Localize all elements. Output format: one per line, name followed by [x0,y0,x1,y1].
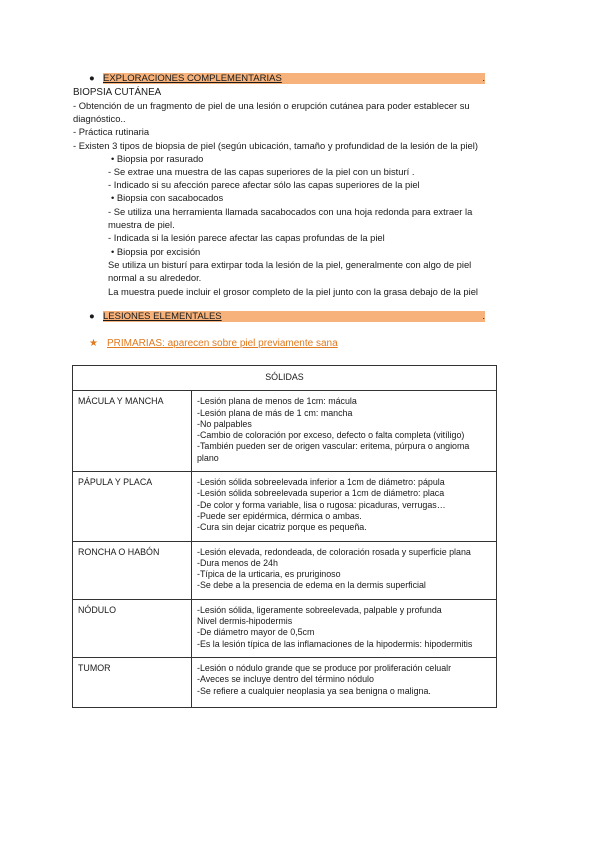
bullet-icon: ● [89,73,95,84]
table-header: SÓLIDAS [73,366,497,391]
row-label: MÁCULA Y MANCHA [73,391,192,472]
row-content: -Lesión elevada, redondeada, de coloración rosada y superficie plana -Dura menos de 24h -Típica de la urticaria, es pruriginoso -Se debe a la presencia de edema en la dermis superficial [192,541,497,599]
biopsia-line-4: - Existen 3 tipos de biopsia de piel (según ubicación, tamaño y profundidad de la lesión de la piel) [73,140,478,151]
row-content: -Lesión plana de menos de 1cm: mácula -Lesión plana de más de 1 cm: mancha -No palpables -Cambio de coloración por exceso, defecto o falta completa (vitíligo) -También pueden ser de origen vascular: eritema, púrpura o angioma plano [192,391,497,472]
row-label: NÓDULO [73,599,192,657]
rasurado-line-1: - Se extrae una muestra de las capas superiores de la piel con un bisturí . [108,166,415,177]
star-icon: ★ [89,338,98,349]
row-label: TUMOR [73,657,192,707]
section-header-exploraciones [89,73,485,84]
table-row [73,599,497,657]
biopsia-line-2: diagnóstico.. [73,113,126,124]
primarias-subheading: ★ PRIMARIAS: aparecen sobre piel previamente sana [89,338,338,349]
excision-line-1: Se utiliza un bisturí para extirpar toda la lesión de la piel, generalmente con algo de piel [108,259,472,270]
sacabocados-line-3: - Indicada si la lesión parece afectar las capas profundas de la piel [108,232,385,243]
section-header-lesiones [89,311,485,322]
excision-line-2: normal a su alrededor. [108,272,202,283]
rasurado-line-2: - Indicado si su afección parece afectar sólo las capas superiores de la piel [108,179,420,190]
table-header-row [73,366,497,391]
section-title: LESIONES ELEMENTALES . [103,311,485,322]
solidas-table [72,365,497,708]
bullet-icon: ● [89,311,95,322]
sacabocados-title: • Biopsia con sacabocados [111,192,224,203]
sacabocados-line-1: - Se utiliza una herramienta llamada sacabocados con una hoja redonda para extraer la [108,206,473,217]
row-content: -Lesión sólida sobreelevada inferior a 1cm de diámetro: pápula -Lesión sólida sobreelevada superior a 1cm de diámetro: placa -De color y forma variable, lisa o rugosa: picaduras, verrugas… -Puede ser epidérmica, dérmica o ambas. -Cura sin dejar cicatriz porque es pequeña. [192,472,497,541]
table-row [73,541,497,599]
sacabocados-line-2: muestra de piel. [108,219,175,230]
row-label: RONCHA O HABÓN [73,541,192,599]
excision-line-3: La muestra puede incluir el grosor completo de la piel junto con la grasa debajo de la piel [108,286,479,297]
biopsia-line-3: - Práctica rutinaria [73,126,150,137]
table-row [73,472,497,541]
rasurado-title: • Biopsia por rasurado [111,153,204,164]
table-row [73,391,497,472]
biopsia-heading: BIOPSIA CUTÁNEA [73,87,162,98]
row-content: -Lesión sólida, ligeramente sobreelevada, palpable y profunda Nivel dermis-hipodermis -De diámetro mayor de 0,5cm -Es la lesión típica de las inflamaciones de la hipodermis: hipodermitis [192,599,497,657]
section-title: EXPLORACIONES COMPLEMENTARIAS . [103,73,485,84]
table-row [73,657,497,707]
biopsia-line-1: - Obtención de un fragmento de piel de una lesión o erupción cutánea para poder establecer su [73,100,470,111]
row-content: -Lesión o nódulo grande que se produce por proliferación celualr -Aveces se incluye dentro del término nódulo -Se refiere a cualquier neoplasia ya sea benigna o maligna. [192,657,497,707]
excision-title: • Biopsia por excisión [111,246,201,257]
row-label: PÁPULA Y PLACA [73,472,192,541]
